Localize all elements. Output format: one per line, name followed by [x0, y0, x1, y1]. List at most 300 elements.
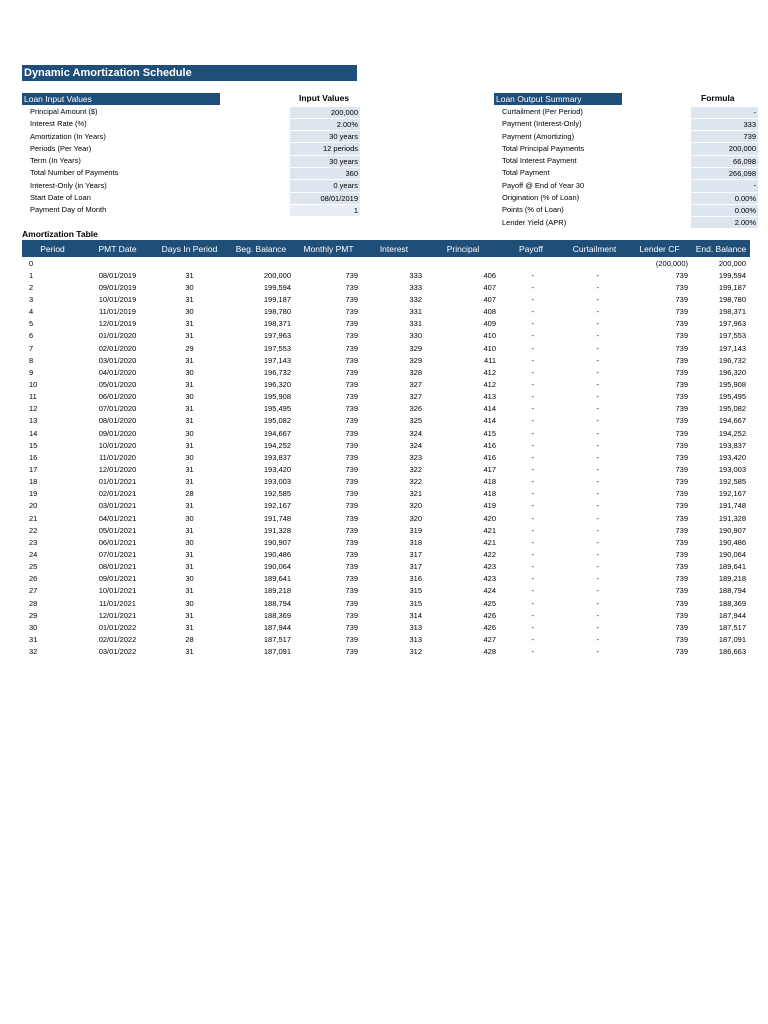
payoff-cell: - [531, 343, 534, 353]
days-in-period-cell: 31 [185, 294, 194, 304]
monthly-pmt-cell: 739 [345, 282, 358, 292]
curtailment-cell: - [596, 282, 599, 292]
days-in-period-cell: 31 [185, 331, 194, 341]
lender-cf-cell: 739 [675, 379, 688, 389]
lender-cf-cell: 739 [675, 282, 688, 292]
interest-cell: 313 [409, 634, 422, 644]
pmt-date-cell: 12/01/2019 [98, 319, 137, 329]
beg-balance-cell: 187,944 [263, 622, 291, 632]
period-cell: 25 [29, 562, 38, 572]
payoff-cell: - [531, 355, 534, 365]
principal-cell: 411 [484, 355, 496, 365]
end-balance-cell: 192,585 [718, 477, 746, 487]
monthly-pmt-cell: 739 [345, 452, 358, 462]
pmt-date-cell: 06/01/2020 [98, 392, 137, 402]
principal-cell: 414 [483, 416, 496, 426]
table-row [22, 427, 750, 439]
principal-cell: 410 [483, 331, 496, 341]
end-balance-cell: 198,780 [718, 294, 746, 304]
payoff-cell: - [531, 647, 534, 657]
output-value: - [691, 180, 758, 191]
days-in-period-cell: 31 [185, 464, 194, 474]
days-in-period-cell: 29 [185, 343, 194, 353]
loan-outputs-list [502, 106, 758, 229]
curtailment-cell: - [596, 367, 599, 377]
interest-cell: 329 [409, 343, 422, 353]
curtailment-cell: - [596, 634, 599, 644]
lender-cf-cell: 739 [675, 367, 688, 377]
table-row [22, 536, 750, 548]
payoff-cell [500, 257, 562, 269]
input-value[interactable]: 30 years [290, 131, 360, 142]
monthly-pmt-cell: 739 [345, 574, 358, 584]
period-cell: 18 [29, 477, 38, 487]
curtailment-cell: - [596, 477, 599, 487]
period-cell: 0 [29, 258, 34, 268]
period-cell: 15 [29, 440, 38, 450]
table-row [22, 633, 750, 645]
period-cell: 5 [29, 319, 34, 329]
input-value[interactable]: 360 [290, 168, 360, 179]
pmt-date-cell: 10/01/2020 [98, 440, 137, 450]
amortization-table-title: Amortization Table [22, 229, 98, 239]
output-row [502, 131, 758, 143]
principal-cell: 415 [483, 428, 496, 438]
pmt-date-cell: 09/01/2021 [98, 574, 137, 584]
monthly-pmt-cell: 739 [345, 622, 358, 632]
days-in-period-cell: 30 [185, 392, 194, 402]
payoff-cell: - [531, 586, 534, 596]
curtailment-cell: - [596, 343, 599, 353]
table-row [22, 512, 750, 524]
input-label: Payment Day of Month [30, 205, 107, 215]
input-row [30, 192, 360, 204]
end-balance-cell: 198,371 [718, 307, 746, 317]
period-cell: 21 [29, 513, 38, 523]
days-in-period-cell: 31 [185, 622, 194, 632]
period-cell: 8 [29, 355, 34, 365]
output-row [502, 118, 758, 130]
payoff-cell: - [531, 379, 534, 389]
table-row [22, 451, 750, 463]
input-value[interactable]: 0 years [290, 180, 360, 191]
interest-cell: 323 [409, 452, 422, 462]
input-value[interactable]: 12 periods [290, 143, 360, 154]
output-label: Payment (Amortizing) [502, 131, 575, 141]
end-balance-cell: 190,064 [718, 549, 746, 559]
monthly-pmt-cell: 739 [345, 392, 358, 402]
output-value: 200,000 [691, 143, 758, 154]
output-value: 0.00% [691, 205, 758, 216]
column-header: End. Balance [692, 240, 750, 257]
payoff-cell: - [531, 270, 534, 280]
input-row [30, 167, 360, 179]
period-cell: 31 [29, 634, 38, 644]
period-cell: 17 [29, 464, 38, 474]
lender-cf-cell: 739 [675, 343, 688, 353]
output-label: Lender Yield (APR) [502, 217, 567, 227]
table-row [22, 269, 750, 281]
monthly-pmt-cell [295, 257, 362, 269]
period-cell: 27 [29, 586, 38, 596]
period-cell: 22 [29, 525, 38, 535]
monthly-pmt-cell: 739 [345, 586, 358, 596]
input-label: Total Number of Payments [30, 168, 119, 178]
output-value: 66,098 [691, 156, 758, 167]
table-row [22, 293, 750, 305]
pmt-date-cell: 11/01/2020 [99, 452, 136, 462]
lender-cf-cell: 739 [675, 294, 688, 304]
monthly-pmt-cell: 739 [345, 634, 358, 644]
interest-cell: 320 [409, 513, 422, 523]
monthly-pmt-cell: 739 [345, 513, 358, 523]
period-cell: 19 [29, 489, 38, 499]
monthly-pmt-cell: 739 [345, 270, 358, 280]
interest-cell: 319 [409, 525, 422, 535]
output-label: Curtailment (Per Period) [502, 107, 583, 116]
monthly-pmt-cell: 739 [345, 416, 358, 426]
payoff-cell: - [531, 598, 534, 608]
period-cell: 13 [29, 416, 38, 426]
pmt-date-cell: 08/01/2020 [98, 416, 137, 426]
lender-cf-cell: 739 [675, 307, 688, 317]
days-in-period-cell: 30 [185, 282, 194, 292]
principal-cell: 422 [483, 549, 496, 559]
output-row [502, 167, 758, 179]
period-cell: 6 [29, 331, 34, 341]
days-in-period-cell: 30 [185, 513, 194, 523]
payoff-cell: - [531, 477, 534, 487]
column-header: Days In Period [152, 240, 227, 257]
input-label: Term (In Years) [30, 156, 81, 166]
beg-balance-cell: 197,963 [263, 331, 291, 341]
formula-label: Formula [701, 93, 735, 103]
lender-cf-cell: 739 [675, 549, 688, 559]
beg-balance-cell: 192,167 [263, 501, 291, 511]
period-cell: 9 [29, 367, 34, 377]
beg-balance-cell: 196,732 [263, 367, 291, 377]
amortization-table-body [22, 257, 750, 658]
principal-cell: 409 [483, 319, 496, 329]
column-header: Payoff [500, 240, 562, 257]
interest-cell: 312 [409, 647, 422, 657]
end-balance-cell: 187,517 [718, 622, 746, 632]
curtailment-cell: - [596, 610, 599, 620]
lender-cf-cell: 739 [675, 586, 688, 596]
days-in-period-cell: 30 [185, 428, 194, 438]
lender-cf-cell: 739 [675, 489, 688, 499]
pmt-date-cell: 04/01/2020 [98, 367, 137, 377]
lender-cf-cell: 739 [675, 622, 688, 632]
days-in-period-cell: 30 [185, 452, 194, 462]
loan-output-header: Loan Output Summary [494, 93, 622, 105]
input-value[interactable]: 2.00% [290, 119, 360, 130]
lender-cf-cell: 739 [675, 634, 688, 644]
interest-cell: 332 [409, 294, 422, 304]
period-cell: 14 [29, 428, 38, 438]
payoff-cell: - [531, 513, 534, 523]
interest-cell: 327 [409, 379, 422, 389]
input-row [30, 204, 360, 216]
principal-cell: 423 [483, 574, 496, 584]
input-value[interactable]: 30 years [290, 156, 360, 167]
payoff-cell: - [531, 501, 534, 511]
end-balance-cell: 188,369 [718, 598, 746, 608]
beg-balance-cell: 192,585 [263, 489, 291, 499]
curtailment-cell: - [596, 647, 599, 657]
principal-cell: 418 [483, 489, 496, 499]
output-row [502, 180, 758, 192]
payoff-cell: - [531, 452, 534, 462]
end-balance-cell: 189,641 [718, 562, 746, 572]
principal-cell: 421 [483, 537, 496, 547]
beg-balance-cell: 193,420 [263, 464, 291, 474]
table-row [22, 378, 750, 390]
beg-balance-cell: 188,794 [263, 598, 291, 608]
beg-balance-cell: 198,371 [263, 319, 291, 329]
end-balance-cell: 189,218 [718, 574, 746, 584]
amortization-table [22, 240, 750, 658]
curtailment-cell: - [596, 525, 599, 535]
column-header: Interest [362, 240, 426, 257]
table-row [22, 488, 750, 500]
input-label: Periods (Per Year) [30, 143, 92, 153]
curtailment-cell: - [596, 464, 599, 474]
monthly-pmt-cell: 739 [345, 331, 358, 341]
interest-cell: 330 [409, 331, 422, 341]
payoff-cell: - [531, 404, 534, 414]
principal-cell: 424 [483, 586, 496, 596]
interest-cell: 333 [409, 282, 422, 292]
curtailment-cell: - [596, 549, 599, 559]
end-balance-cell: 195,908 [718, 379, 746, 389]
column-header: Principal [426, 240, 500, 257]
beg-balance-cell: 195,495 [263, 404, 291, 414]
payoff-cell: - [531, 574, 534, 584]
monthly-pmt-cell: 739 [345, 343, 358, 353]
end-balance-cell: 199,594 [718, 270, 746, 280]
end-balance-cell: 193,837 [718, 440, 746, 450]
output-value: 739 [691, 131, 758, 142]
principal-cell: 417 [483, 464, 496, 474]
monthly-pmt-cell: 739 [345, 307, 358, 317]
days-in-period-cell: 31 [185, 525, 194, 535]
end-balance-cell: 197,963 [718, 319, 746, 329]
column-header: Lender CF [627, 240, 692, 257]
curtailment-cell: - [596, 416, 599, 426]
beg-balance-cell: 189,218 [263, 586, 291, 596]
pmt-date-cell: 08/01/2021 [98, 562, 137, 572]
period-cell: 20 [29, 501, 38, 511]
beg-balance-cell: 194,252 [263, 440, 291, 450]
principal-cell: 410 [483, 343, 496, 353]
interest-cell: 313 [409, 622, 422, 632]
lender-cf-cell: 739 [675, 525, 688, 535]
lender-cf-cell: 739 [675, 416, 688, 426]
curtailment-cell: - [596, 501, 599, 511]
lender-cf-cell: 739 [675, 574, 688, 584]
input-row [30, 143, 360, 155]
pmt-date-cell: 09/01/2020 [98, 428, 137, 438]
curtailment-cell: - [596, 452, 599, 462]
curtailment-cell: - [596, 622, 599, 632]
table-row [22, 524, 750, 536]
interest-cell: 328 [409, 367, 422, 377]
period-cell: 10 [29, 379, 38, 389]
input-value[interactable]: 1 [290, 205, 360, 216]
period-cell: 28 [29, 598, 38, 608]
period-cell: 12 [29, 404, 38, 414]
end-balance-cell: 187,944 [718, 610, 746, 620]
lender-cf-cell: 739 [675, 537, 688, 547]
curtailment-cell: - [596, 513, 599, 523]
days-in-period-cell: 31 [185, 404, 194, 414]
curtailment-cell: - [596, 537, 599, 547]
days-in-period-cell: 31 [185, 270, 194, 280]
end-balance-cell: 197,553 [718, 331, 746, 341]
principal-cell: 408 [483, 307, 496, 317]
principal-cell: 420 [483, 513, 496, 523]
period-cell: 26 [29, 574, 38, 584]
principal-cell: 407 [483, 282, 496, 292]
table-row [22, 573, 750, 585]
monthly-pmt-cell: 739 [345, 598, 358, 608]
monthly-pmt-cell: 739 [345, 549, 358, 559]
days-in-period-cell [152, 257, 227, 269]
curtailment-cell: - [596, 574, 599, 584]
table-row [22, 609, 750, 621]
principal-cell: 416 [483, 440, 496, 450]
days-in-period-cell: 30 [185, 307, 194, 317]
end-balance-cell: 200,000 [718, 258, 746, 268]
payoff-cell: - [531, 634, 534, 644]
days-in-period-cell: 31 [185, 610, 194, 620]
monthly-pmt-cell: 739 [345, 489, 358, 499]
table-row [22, 585, 750, 597]
pmt-date-cell [83, 257, 152, 269]
table-row [22, 257, 750, 269]
input-label: Interest Rate (%) [30, 119, 87, 129]
beg-balance-cell: 193,003 [263, 477, 291, 487]
output-label: Total Principal Payments [502, 143, 585, 153]
curtailment-cell: - [596, 562, 599, 572]
principal-cell: 425 [483, 598, 496, 608]
table-row [22, 548, 750, 560]
days-in-period-cell: 31 [185, 647, 194, 657]
end-balance-cell: 190,486 [718, 537, 746, 547]
table-row [22, 318, 750, 330]
curtailment-cell: - [596, 331, 599, 341]
payoff-cell: - [531, 282, 534, 292]
monthly-pmt-cell: 739 [345, 647, 358, 657]
days-in-period-cell: 31 [185, 562, 194, 572]
pmt-date-cell: 01/01/2021 [98, 477, 137, 487]
beg-balance-cell: 190,486 [263, 549, 291, 559]
lender-cf-cell: 739 [675, 440, 688, 450]
curtailment-cell: - [596, 379, 599, 389]
period-cell: 2 [29, 282, 34, 292]
pmt-date-cell: 11/01/2021 [99, 598, 136, 608]
output-value: 2.00% [691, 217, 758, 228]
principal-cell: 427 [483, 634, 496, 644]
period-cell: 1 [29, 270, 34, 280]
lender-cf-cell: 739 [675, 647, 688, 657]
curtailment-cell: - [596, 598, 599, 608]
beg-balance-cell: 195,908 [263, 392, 291, 402]
input-value[interactable]: 200,000 [290, 107, 360, 118]
beg-balance-cell: 187,091 [263, 647, 291, 657]
principal-cell: 426 [483, 610, 496, 620]
payoff-cell: - [531, 367, 534, 377]
days-in-period-cell: 28 [185, 489, 194, 499]
table-row [22, 366, 750, 378]
pmt-date-cell: 09/01/2019 [98, 282, 137, 292]
curtailment-cell: - [596, 428, 599, 438]
payoff-cell: - [531, 440, 534, 450]
period-cell: 29 [29, 610, 38, 620]
curtailment-cell: - [596, 392, 599, 402]
monthly-pmt-cell: 739 [345, 501, 358, 511]
end-balance-cell: 196,732 [718, 355, 746, 365]
payoff-cell: - [531, 294, 534, 304]
lender-cf-cell: 739 [675, 452, 688, 462]
interest-cell: 331 [409, 319, 422, 329]
end-balance-cell: 192,167 [718, 489, 746, 499]
payoff-cell: - [531, 562, 534, 572]
lender-cf-cell: 739 [675, 610, 688, 620]
output-row [502, 155, 758, 167]
input-value[interactable]: 08/01/2019 [290, 193, 360, 204]
beg-balance-cell: 187,517 [263, 634, 291, 644]
curtailment-cell: - [596, 355, 599, 365]
end-balance-cell: 191,328 [718, 513, 746, 523]
input-label: Interest-Only (in Years) [30, 180, 107, 190]
principal-cell: 428 [483, 647, 496, 657]
principal-cell: 406 [483, 270, 496, 280]
beg-balance-cell: 200,000 [263, 270, 291, 280]
principal-cell: 412 [483, 367, 496, 377]
column-header: Monthly PMT [295, 240, 362, 257]
table-row [22, 463, 750, 475]
column-header: Curtailment [562, 240, 627, 257]
table-row [22, 439, 750, 451]
table-row [22, 342, 750, 354]
payoff-cell: - [531, 307, 534, 317]
monthly-pmt-cell: 739 [345, 610, 358, 620]
interest-cell: 318 [409, 537, 422, 547]
end-balance-cell: 194,667 [718, 416, 746, 426]
curtailment-cell: - [596, 319, 599, 329]
payoff-cell: - [531, 622, 534, 632]
curtailment-cell: - [596, 294, 599, 304]
output-label: Points (% of Loan) [502, 205, 564, 215]
beg-balance-cell: 190,907 [263, 537, 291, 547]
pmt-date-cell: 01/01/2022 [98, 622, 137, 632]
monthly-pmt-cell: 739 [345, 319, 358, 329]
interest-cell: 317 [409, 549, 422, 559]
lender-cf-cell: 739 [675, 392, 688, 402]
output-label: Origination (% of Loan) [502, 193, 580, 203]
pmt-date-cell: 03/01/2021 [98, 501, 137, 511]
interest-cell: 333 [409, 270, 422, 280]
table-row [22, 354, 750, 366]
interest-cell: 314 [409, 610, 422, 620]
monthly-pmt-cell: 739 [345, 525, 358, 535]
interest-cell: 324 [409, 440, 422, 450]
monthly-pmt-cell: 739 [345, 355, 358, 365]
days-in-period-cell: 31 [185, 501, 194, 511]
interest-cell: 315 [409, 598, 422, 608]
